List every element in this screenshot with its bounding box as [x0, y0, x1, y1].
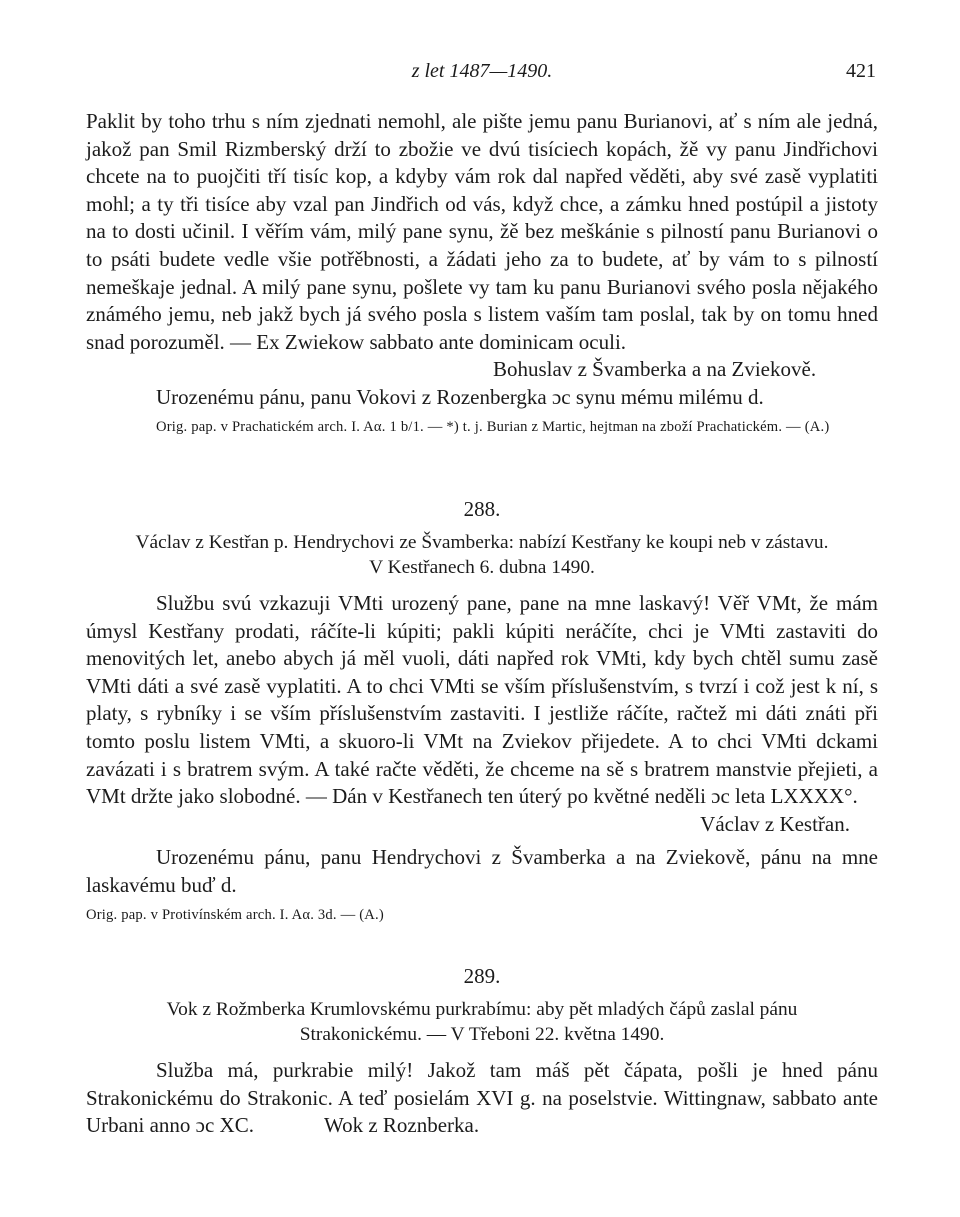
- letter-body: Paklit by toho trhu s ním zjednati nemohl, ale pište jemu panu Burianovi, ať s ním ale jedná, jakož pan Smil Rizmberský drží to zbožie ve dvú tisíciech kopách, žě vy panu Jindřichovi chcete na to puojčiti tří tisíc kop, a kdyby vám rok dal napřed věděti, aby své zasě vyplatiti mohl; a ty tři tisíce aby vzal pan Jindřich od vás, když chce, a zámku hned postúpil a jistoty na to dosti učinil. I věřím vám, milý pane synu, žě bez meškánie s pilností panu Burianovi o to psáti budete vedle všie potřěbnosti, a žádati jeho za to budete, ať by vám to s pilností nemeškaje jednal. A milý pane synu, pošlete vy tam ku panu Burianovi svého posla nějakého známého jemu, neb jakž bych já svého posla s listem vaším tam poslal, tak by on tomu hned snad porozuměl. — Ex Zwiekow sabbato ante dominicam oculi.: [86, 109, 878, 354]
- document-number: 289.: [463, 964, 501, 988]
- source-note: Orig. pap. v Prachatickém arch. I. Aα. 1 b/1. — *) t. j. Burian z Martic, hejtman na zboží Prachatickém. — (A.): [156, 418, 830, 435]
- letter-signature: Václav z Kestřan.: [700, 811, 850, 836]
- source-note: Orig. pap. v Protivínském arch. I. Aα. 3d. — (A.): [86, 906, 384, 923]
- document-date: V Kestřanech 6. dubna 1490.: [369, 557, 595, 578]
- page-number: 421: [846, 60, 876, 82]
- document-number: 288.: [463, 497, 501, 521]
- letter-address: Urozenému pánu, panu Vokovi z Rozenbergka ɔc synu mému milému d.: [156, 384, 764, 409]
- document-summary: Vok z Rožmberka Krumlovskému purkrabímu: aby pět mladých čápů zaslal pánu Strakonickému. — V Třeboni 22. května 1490.: [166, 999, 798, 1045]
- page-header: [86, 60, 878, 90]
- letter-address: Urozenému pánu, panu Hendrychovi z Švamberka a na Zviekově, pánu na mne laskavému buď d.: [86, 845, 878, 897]
- running-title: z let 1487—1490.: [411, 60, 553, 82]
- letter-287: [86, 108, 878, 438]
- letter-288: [86, 497, 878, 926]
- letter-body-text: Služba má, purkrabie milý! Jakož tam máš pět čápata, pošli je hned pánu Strakonickému do Strakonic. A teď posielám XVI g. na poselstvie. Wittingnaw, sabbato ante Urbani anno ɔc XC.: [86, 1058, 878, 1138]
- letter-signature: Wok z Roznberka.: [323, 1113, 480, 1138]
- letter-289: [86, 964, 878, 1140]
- document-summary: Václav z Kestřan p. Hendrychovi ze Švamberka: nabízí Kestřany ke koupi neb v zástavu.: [135, 532, 829, 553]
- letter-signature: Bohuslav z Švamberka a na Zviekově.: [493, 357, 817, 382]
- letter-body: [86, 1057, 878, 1140]
- letter-body: Službu svú vzkazuji VMti urozený pane, pane na mne laskavý! Věř VMt, že mám úmysl Kestřany prodati, ráčíte-li kúpiti; pakli kúpiti neráčíte, chci je VMti zastaviti do menovitých let, anebo abych já měl vuoli, dáti napřed rok VMti, kdy bych chtěl sumu zasě VMti dáti a své zasě vyplatiti. A to chci VMti se vším příslušenstvím, s tvrzí i což jest k ní, s platy, s rybníky i se vším příslušenstvím zastaviti. I jestliže ráčíte, račtež mi dáti znáti při tomto poslu listem VMti, a skuoro-li VMt na Zviekov přijedete. A to chci VMti dckami zavázati i s bratrem svým. A také račte věděti, že chceme na sě s bratrem manstvie přejieti, a VMt držte jako slobodné. — Dán v Kestřanech ten úterý po květné neděli ɔc leta LXXXX°.: [86, 591, 878, 809]
